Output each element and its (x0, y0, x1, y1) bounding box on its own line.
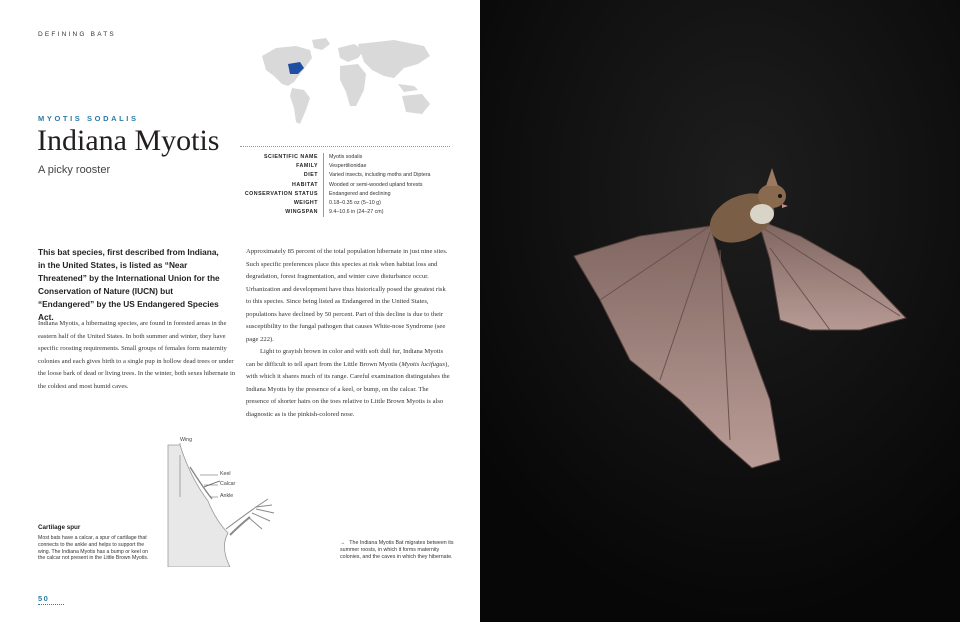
foot (226, 499, 274, 529)
fact-row (240, 153, 450, 162)
fact-value: Myotis sodalis (329, 154, 363, 160)
photo-caption (340, 540, 458, 561)
fact-row (240, 208, 450, 217)
fact-value: 0.18–0.35 oz (5–10 g) (329, 200, 381, 207)
diagram-label-keel: Keel (220, 471, 231, 477)
fact-row (240, 190, 450, 199)
map-north-america (262, 46, 312, 86)
fact-value: 9.4–10.6 in (24–27 cm) (329, 209, 384, 216)
scientific-name-label: MYOTIS SODALIS (38, 114, 139, 123)
fact-label: DIET (303, 172, 318, 179)
photo-caption-text: The Indiana Myotis Bat migrates between its summer roosts, in which it forms maternity colonies, and the caves in which they hibernate. (340, 540, 454, 560)
fact-label: HABITAT (292, 181, 318, 188)
fact-row (240, 162, 450, 171)
map-indonesia (398, 84, 418, 92)
body-paragraph: Light to grayish brown in color and with soft dull fur, Indiana Myotis can be difficult to tell apart from the Little Brown Myotis (Myotis lucifugus), with which it shares much of its range. Careful examination distinguishes the Indiana Myotis by the presence of a keel, or bump, on the calcar. The presence of shorter hairs on the toes relative to Little Brown Myotis is also diagnostic as is the pinkish-colored nose. (246, 348, 450, 418)
caption-title: Cartilage spur (38, 524, 81, 531)
diagram-label-ankle: Ankle (220, 493, 234, 499)
caption-body: Most bats have a calcar, a spur of cartilage that connects to the ankle and helps to support the wing. The Indiana Myotis has a bump or keel on the calcar not present in the Little Brown Myotis. (38, 535, 149, 562)
ankle-joint (230, 517, 250, 535)
calcar (204, 481, 220, 487)
body-text-left (38, 318, 238, 393)
body-text-right (246, 246, 450, 421)
calcar-diagram (160, 437, 300, 567)
fact-row (240, 181, 450, 190)
fact-label: FAMILY (296, 163, 318, 170)
right-page-photo (480, 0, 960, 622)
map-south-america (290, 88, 310, 124)
calcar-illustration (160, 437, 300, 567)
fact-label: CONSERVATION STATUS (244, 190, 318, 197)
bat-photo (480, 0, 960, 622)
running-head: DEFINING BATS (38, 31, 116, 38)
fact-value: Varied insects, including moths and Diptera (329, 172, 431, 179)
fact-value: Endangered and declining (329, 190, 391, 197)
range-map (254, 34, 440, 130)
fact-row (240, 199, 450, 208)
page-title: Indiana Myotis (37, 124, 220, 157)
page-number: 50 (38, 594, 50, 603)
fact-value: Wooded or semi-wooded upland forests (329, 181, 423, 188)
fact-value: Vespertilionidae (329, 163, 367, 170)
fact-table (240, 146, 450, 217)
map-africa (340, 64, 366, 106)
diagram-label-calcar: Calcar (220, 481, 236, 487)
map-greenland (312, 38, 330, 50)
arrow-right-icon: → (340, 540, 346, 546)
species-italic: Myotis lucifugus (401, 360, 446, 368)
page-number-rule (38, 604, 64, 605)
map-australia (402, 94, 430, 114)
fact-label: WEIGHT (293, 200, 318, 207)
wing-membrane (168, 445, 230, 567)
body-paragraph: Indiana Myotis, a hibernating species, are found in forested areas in the eastern half of the United States. In both summer and winter, they have specific roosting requirements. Small groups of females form maternity colonies and each gives birth to a single pup in hollow dead trees or under the loose bark of dead or living trees. In the winter, both sexes hibernate in the coldest and most humid caves. (38, 320, 236, 390)
fact-label: SCIENTIFIC NAME (264, 154, 318, 160)
diagram-label-wing: Wing (180, 437, 193, 443)
lead-paragraph: This bat species, first described from Indiana, in the United States, is listed as “Near Threatened” by the International Union for the Conservation of Nature (IUCN) but “Endangered” by the US Endangered Species Act. (38, 247, 220, 322)
page-subtitle: A picky rooster (38, 164, 111, 176)
fact-label: WINGSPAN (285, 209, 318, 216)
map-asia (358, 40, 430, 78)
bat-chest (750, 204, 774, 224)
body-paragraph: Approximately 85 percent of the total population hibernate in just nine sites. Such specific preferences place this species at risk when habitat loss and degradation, forest fragmentation, and winter cave disturbance occur. Urbanization and development have thus historically posed the greatest risk to this species. Since being listed as Endangered in the United States, populations have declined by 50 percent. Part of this decline is due to their susceptibility to the fungal pathogen that causes White-nose Syndrome (see page 222). (246, 248, 448, 343)
fact-row (240, 171, 450, 180)
